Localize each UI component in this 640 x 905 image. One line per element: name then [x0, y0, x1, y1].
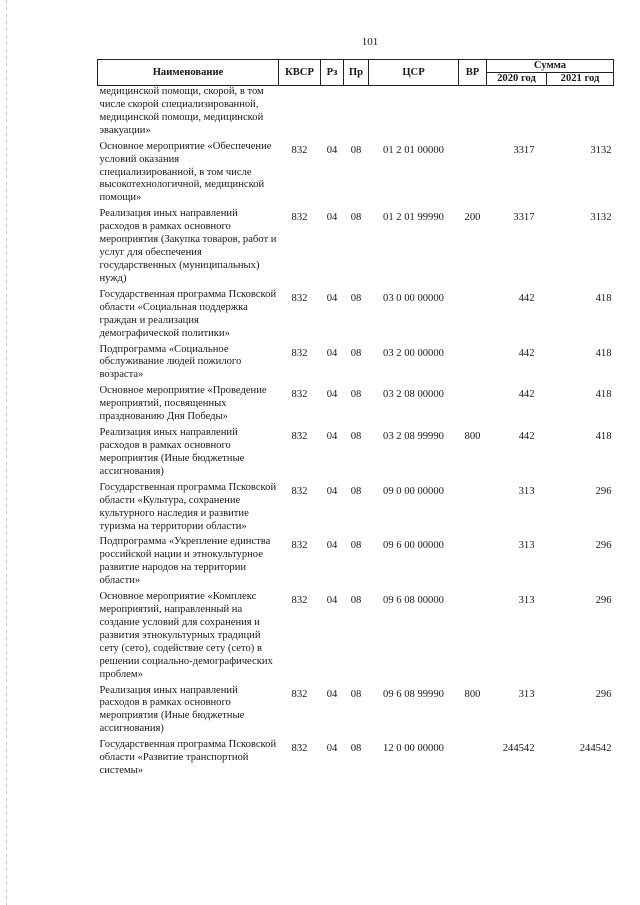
- row-csr: 01 2 01 00000: [383, 144, 444, 156]
- row-vr: 200: [464, 212, 481, 224]
- row-sum-2021: 418: [595, 389, 612, 401]
- header-name: Наименование: [98, 60, 279, 86]
- table-row: [98, 685, 614, 740]
- row-name: Основное мероприятие «Комплекс мероприятий, направленный на создание условий для сохранения и развития этнокультурных традиций сету (сето), содействие сету (сето) в решении социально-демографических проблем»: [99, 591, 273, 680]
- row-sum-2020: 313: [518, 485, 535, 497]
- row-pr: 08: [350, 144, 362, 156]
- row-vr: [459, 289, 487, 344]
- row-csr: 09 6 08 99990: [383, 688, 444, 700]
- row-name: Реализация иных направлений расходов в рамках основного мероприятия (Иные бюджетные ассигнования): [99, 684, 245, 735]
- header-sum: Сумма: [487, 60, 614, 73]
- row-kvsr: 832: [291, 347, 308, 359]
- row-rz: 04: [326, 347, 338, 359]
- row-sum-2020: 442: [518, 389, 535, 401]
- header-pr: Пр: [344, 60, 369, 86]
- row-sum-2020: 442: [518, 431, 535, 443]
- row-kvsr: 832: [291, 743, 308, 755]
- row-csr: 03 2 00 00000: [383, 347, 444, 359]
- table-row: [98, 208, 614, 289]
- row-sum-2021: 296: [595, 485, 612, 497]
- row-csr: 09 0 00 00000: [383, 485, 444, 497]
- row-pr: 08: [350, 212, 362, 224]
- table-row: [98, 141, 614, 209]
- row-csr: 09 6 00 00000: [383, 540, 444, 552]
- row-vr: 800: [464, 431, 481, 443]
- row-rz: 04: [326, 144, 338, 156]
- row-name: Реализация иных направлений расходов в рамках основного мероприятия (Закупка товаров, работ и услуг для обеспечения государственных (муниципальных) нужд): [99, 208, 277, 284]
- row-sum-2020: 3317: [513, 144, 535, 156]
- budget-table: [97, 59, 614, 781]
- row-sum-2020: 442: [518, 347, 535, 359]
- row-sum-2020: 313: [518, 540, 535, 552]
- row-kvsr: 832: [291, 144, 308, 156]
- row-pr: 08: [350, 540, 362, 552]
- row-sum-2021: 296: [595, 540, 612, 552]
- row-csr: 03 2 08 99990: [383, 431, 444, 443]
- row-vr: 800: [464, 688, 481, 700]
- row-kvsr: 832: [291, 389, 308, 401]
- row-rz: 04: [326, 688, 338, 700]
- row-csr: 03 0 00 00000: [383, 292, 444, 304]
- row-csr: 01 2 01 99990: [383, 212, 444, 224]
- header-year-2020: 2020 год: [487, 73, 547, 86]
- row-sum-2020: 313: [518, 688, 535, 700]
- row-csr: 12 0 00 00000: [383, 743, 444, 755]
- table-row: [98, 385, 614, 427]
- table-row: [98, 482, 614, 537]
- row-name: Подпрограмма «Социальное обслуживание людей пожилого возраста»: [99, 343, 242, 381]
- header-kvsr: КВСР: [279, 60, 321, 86]
- row-kvsr: 832: [291, 595, 308, 607]
- row-sum-2020: 244542: [502, 743, 535, 755]
- table-row: [98, 344, 614, 386]
- row-kvsr: 832: [291, 485, 308, 497]
- row-name: Государственная программа Псковской области «Социальная поддержка граждан и реализация демографической политики»: [99, 288, 277, 339]
- row-pr: 08: [350, 485, 362, 497]
- budget-table-container: [97, 59, 613, 781]
- row-rz: 04: [326, 595, 338, 607]
- header-vr: ВР: [459, 60, 487, 86]
- row-sum-2021: 296: [595, 688, 612, 700]
- row-csr: 09 6 08 00000: [383, 595, 444, 607]
- row-pr: 08: [350, 292, 362, 304]
- row-rz: 04: [326, 743, 338, 755]
- row-sum-2021: 418: [595, 292, 612, 304]
- row-kvsr: 832: [291, 688, 308, 700]
- row-pr: 08: [350, 347, 362, 359]
- row-rz: 04: [326, 431, 338, 443]
- page-number: 101: [361, 36, 379, 48]
- row-kvsr: 832: [291, 431, 308, 443]
- row-vr: [459, 591, 487, 684]
- header-rz: Рз: [321, 60, 344, 86]
- row-name: медицинской помощи, скорой, в том числе скорой специализированной, медицинской помощи, медицинской эвакуации»: [99, 86, 264, 136]
- row-pr: 08: [350, 688, 362, 700]
- row-vr: [459, 482, 487, 537]
- row-sum-2020: 313: [518, 595, 535, 607]
- row-sum-2021: 418: [595, 431, 612, 443]
- row-csr: 03 2 08 00000: [383, 389, 444, 401]
- row-sum-2021: 244542: [579, 743, 612, 755]
- table-row: [98, 739, 614, 781]
- row-pr: 08: [350, 389, 362, 401]
- row-sum-2021: 3132: [590, 212, 612, 224]
- table-header: [98, 60, 614, 86]
- table-row: [98, 289, 614, 344]
- table-row: [98, 427, 614, 482]
- table-row: [98, 536, 614, 591]
- table-body: [98, 86, 614, 782]
- table-row-continuation: [98, 86, 614, 141]
- row-sum-2020: 442: [518, 292, 535, 304]
- scan-edge-artifact: [6, 0, 7, 905]
- row-rz: 04: [326, 485, 338, 497]
- row-sum-2020: 3317: [513, 212, 535, 224]
- row-vr: [459, 385, 487, 427]
- row-name: Основное мероприятие «Проведение мероприятий, посвященных празднованию Дня Победы»: [99, 385, 267, 423]
- row-vr: [459, 141, 487, 209]
- header-year-2021: 2021 год: [547, 73, 614, 86]
- row-vr: [459, 536, 487, 591]
- row-sum-2021: 3132: [590, 144, 612, 156]
- row-pr: 08: [350, 595, 362, 607]
- row-rz: 04: [326, 540, 338, 552]
- row-sum-2021: 418: [595, 347, 612, 359]
- row-vr: [459, 344, 487, 386]
- row-kvsr: 832: [291, 292, 308, 304]
- row-rz: 04: [326, 292, 338, 304]
- header-csr: ЦСР: [369, 60, 459, 86]
- row-rz: 04: [326, 212, 338, 224]
- row-name: Подпрограмма «Укрепление единства российской нации и этнокультурное развитие народов на территории области»: [99, 536, 271, 587]
- row-name: Основное мероприятие «Обеспечение условий оказания специализированной, в том числе высокотехнологичной, медицинской помощи»: [99, 140, 272, 204]
- row-vr: [459, 739, 487, 781]
- row-name: Реализация иных направлений расходов в рамках основного мероприятия (Иные бюджетные ассигнования): [99, 427, 245, 477]
- row-name: Государственная программа Псковской области «Культура, сохранение культурного наследия и развитие туризма на территории области»: [99, 481, 277, 532]
- row-pr: 08: [350, 743, 362, 755]
- row-pr: 08: [350, 431, 362, 443]
- row-sum-2021: 296: [595, 595, 612, 607]
- table-row: [98, 591, 614, 684]
- row-kvsr: 832: [291, 540, 308, 552]
- row-name: Государственная программа Псковской области «Развитие транспортной системы»: [99, 739, 277, 777]
- row-rz: 04: [326, 389, 338, 401]
- row-kvsr: 832: [291, 212, 308, 224]
